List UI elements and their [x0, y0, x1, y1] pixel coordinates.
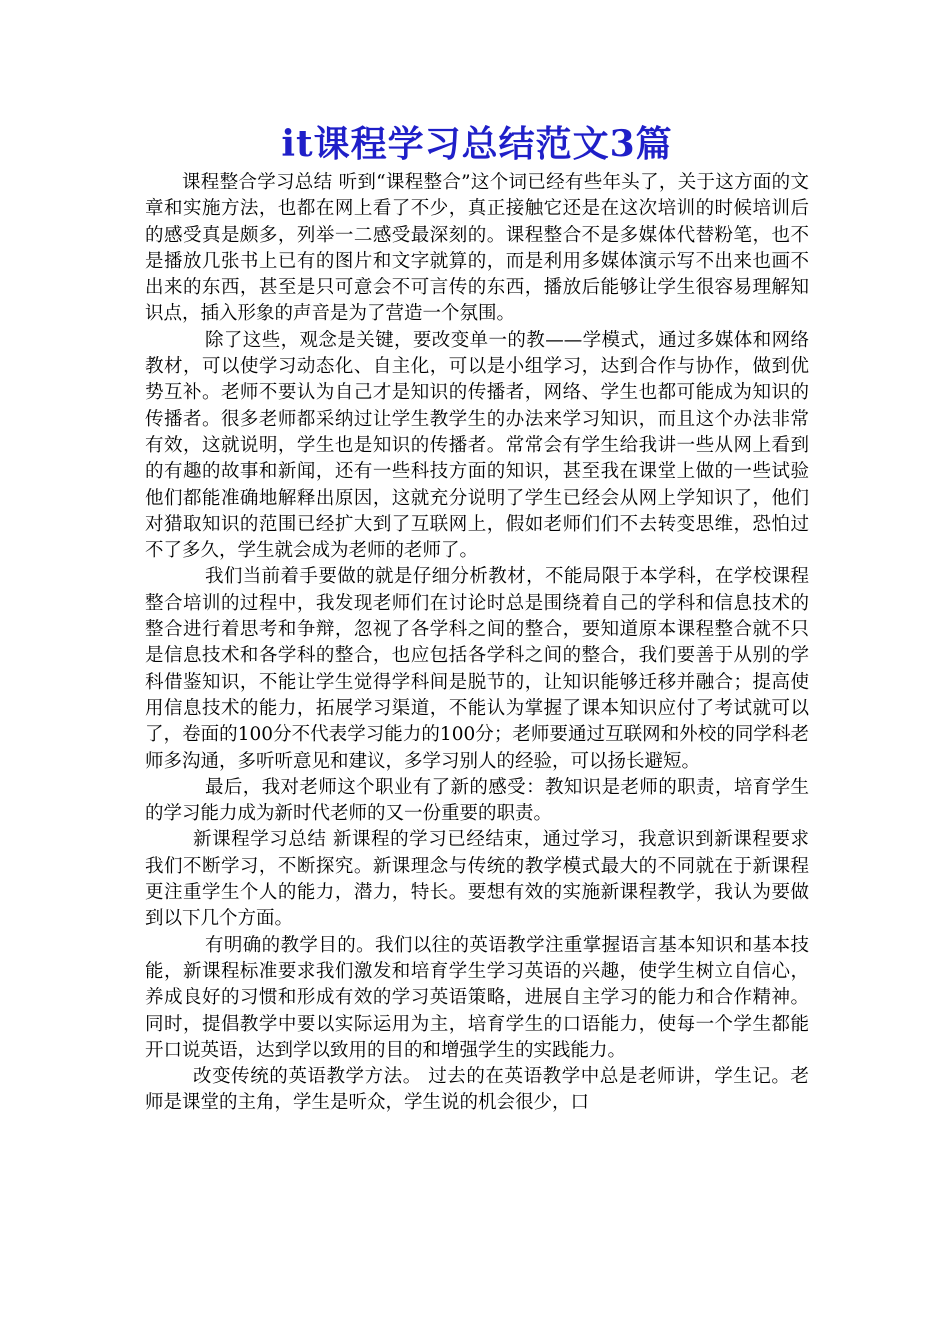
paragraph-6: 有明确的教学目的。我们以往的英语教学注重掌握语言基本知识和基本技能，新课程标准要求我们激发和培育学生学习英语的兴趣，使学生树立自信心，养成良好的习惯和形成有效的学习英语策略，进展自主学习的能力和合作精神。同时，提倡教学中要以实际运用为主，培育学生的口语能力，使每一个学生都能开口说英语，达到学以致用的目的和增强学生的实践能力。: [145, 934, 809, 1061]
document-page: [145, 118, 809, 1117]
paragraph-2: 除了这些，观念是关键，要改变单一的教——学模式，通过多媒体和网络教材，可以使学习动态化、自主化，可以是小组学习，达到合作与协作，做到优势互补。老师不要认为自己才是知识的传播者，网络、学生也都可能成为知识的传播者。很多老师都采纳过让学生教学生的办法来学习知识，而且这个办法非常有效，这就说明，学生也是知识的传播者。常常会有学生给我讲一些从网上看到的有趣的故事和新闻，还有一些科技方面的知识，甚至我在课堂上做的一些试验他们都能准确地解释出原因，这就充分说明了学生已经会从网上学知识了，他们对猎取知识的范围已经扩大到了互联网上，假如老师们们不去转变思维，恐怕过不了多久，学生就会成为老师的老师了。: [145, 329, 809, 562]
paragraph-1: 课程整合学习总结 听到“课程整合”这个词已经有些年头了，关于这方面的文章和实施方法，也都在网上看了不少，真正接触它还是在这次培训的时候培训后的感受真是颇多，列举一二感受最深刻的。课程整合不是多媒体代替粉笔，也不是播放几张书上已有的图片和文字就算的，而是利用多媒体演示写不出来也画不出来的东西，甚至是只可意会不可言传的东西，播放后能够让学生很容易理解知识点，插入形象的声音是为了营造一个氛围。: [145, 172, 809, 325]
paragraph-4: 最后，我对老师这个职业有了新的感受：教知识是老师的职责，培育学生的学习能力成为新时代老师的又一份重要的职责。: [145, 776, 809, 825]
paragraph-5: 新课程学习总结 新课程的学习已经结束，通过学习，我意识到新课程要求我们不断学习，不断探究。新课理念与传统的教学模式最大的不同就在于新课程更注重学生个人的能力，潜力，特长。要想有效的实施新课程教学，我认为要做到以下几个方面。: [145, 829, 809, 930]
document-title: it课程学习总结范文3篇: [281, 123, 673, 165]
paragraph-3: 我们当前着手要做的就是仔细分析教材，不能局限于本学科，在学校课程整合培训的过程中，我发现老师们在讨论时总是围绕着自己的学科和信息技术的整合进行着思考和争辩，忽视了各学科之间的整合，要知道原本课程整合就不只是信息技术和各学科的整合，也应包括各学科之间的整合，我们要善于从别的学科借鉴知识，不能让学生觉得学科间是脱节的，让知识能够迁移并融合；提高使用信息技术的能力，拓展学习渠道，不能认为掌握了课本知识应付了考试就可以了，卷面的100分不代表学习能力的100分；老师要通过互联网和外校的同学科老师多沟通，多听听意见和建议，多学习别人的经验，可以扬长避短。: [145, 566, 809, 772]
paragraph-7: 改变传统的英语教学方法。 过去的在英语教学中总是老师讲，学生记。老师是课堂的主角，学生是听众，学生说的机会很少，口: [145, 1066, 809, 1114]
